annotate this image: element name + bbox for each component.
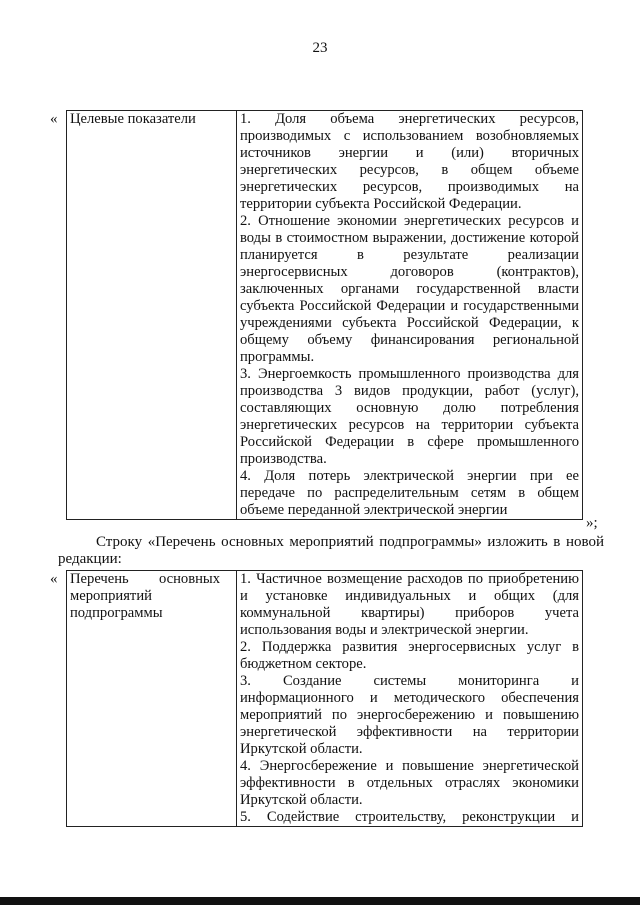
row-label-cell [67,571,237,827]
list-item: 5. Содействие строительству, реконструкции и [240,809,579,825]
row-content-cell [237,111,583,520]
scan-bottom-edge [0,897,640,905]
page-number: 23 [312,40,328,56]
closing-quote-mark: »; [586,515,598,531]
list-item: 2. Поддержка развития энергосервисных услуг в бюджетном секторе. [240,639,579,672]
instruction-paragraph: Строку «Перечень основных мероприятий подпрограммы» изложить в новой редакции: [58,534,604,567]
list-item: 3. Создание системы мониторинга и информационного и методического обеспечения мероприятий по энергосбережению и повышению энергетической эффективности на территории Иркутской области. [240,673,579,757]
list-item: 1. Доля объема энергетических ресурсов, производимых с использованием возобновляемых источников энергии и (или) вторичных энергетических ресурсов, в общем объеме энергетических ресурсов, производимых на территории субъекта Российской Федерации. [240,111,579,212]
table-row [67,571,583,827]
table-row [67,111,583,520]
row-label-cell [67,111,237,520]
list-item: 3. Энергоемкость промышленного производства для производства 3 видов продукции, работ (услуг), составляющих основную долю потребления энергетических ресурсов на территории субъекта Российской Федерации в сфере промышленного производства. [240,366,579,467]
row-label: Перечень основных мероприятий подпрограммы [70,571,220,621]
opening-quote-mark: « [50,111,58,127]
list-item: 4. Энергосбережение и повышение энергетической эффективности в отдельных отраслях экономики Иркутской области. [240,758,579,808]
list-item: 1. Частичное возмещение расходов по приобретению и установке индивидуальных и общих (для коммунальной квартиры) приборов учета использования воды и электрической энергии. [240,571,579,638]
main-activities-table [66,570,583,827]
list-item: 2. Отношение экономии энергетических ресурсов и воды в стоимостном выражении, достижение которой планируется в результате реализации энергосервисных договоров (контрактов), заключенных органами государственной власти субъекта Российской Федерации и государственными учреждениями субъекта Российской Федерации, к общему объему финансирования региональной программы. [240,213,579,365]
opening-quote-mark: « [50,571,58,587]
target-indicators-table [66,110,583,520]
list-item: 4. Доля потерь электрической энергии при ее передаче по распределительным сетям в общем объеме переданной электрической энергии [240,468,579,518]
row-content-cell [237,571,583,827]
row-label: Целевые показатели [70,111,196,127]
